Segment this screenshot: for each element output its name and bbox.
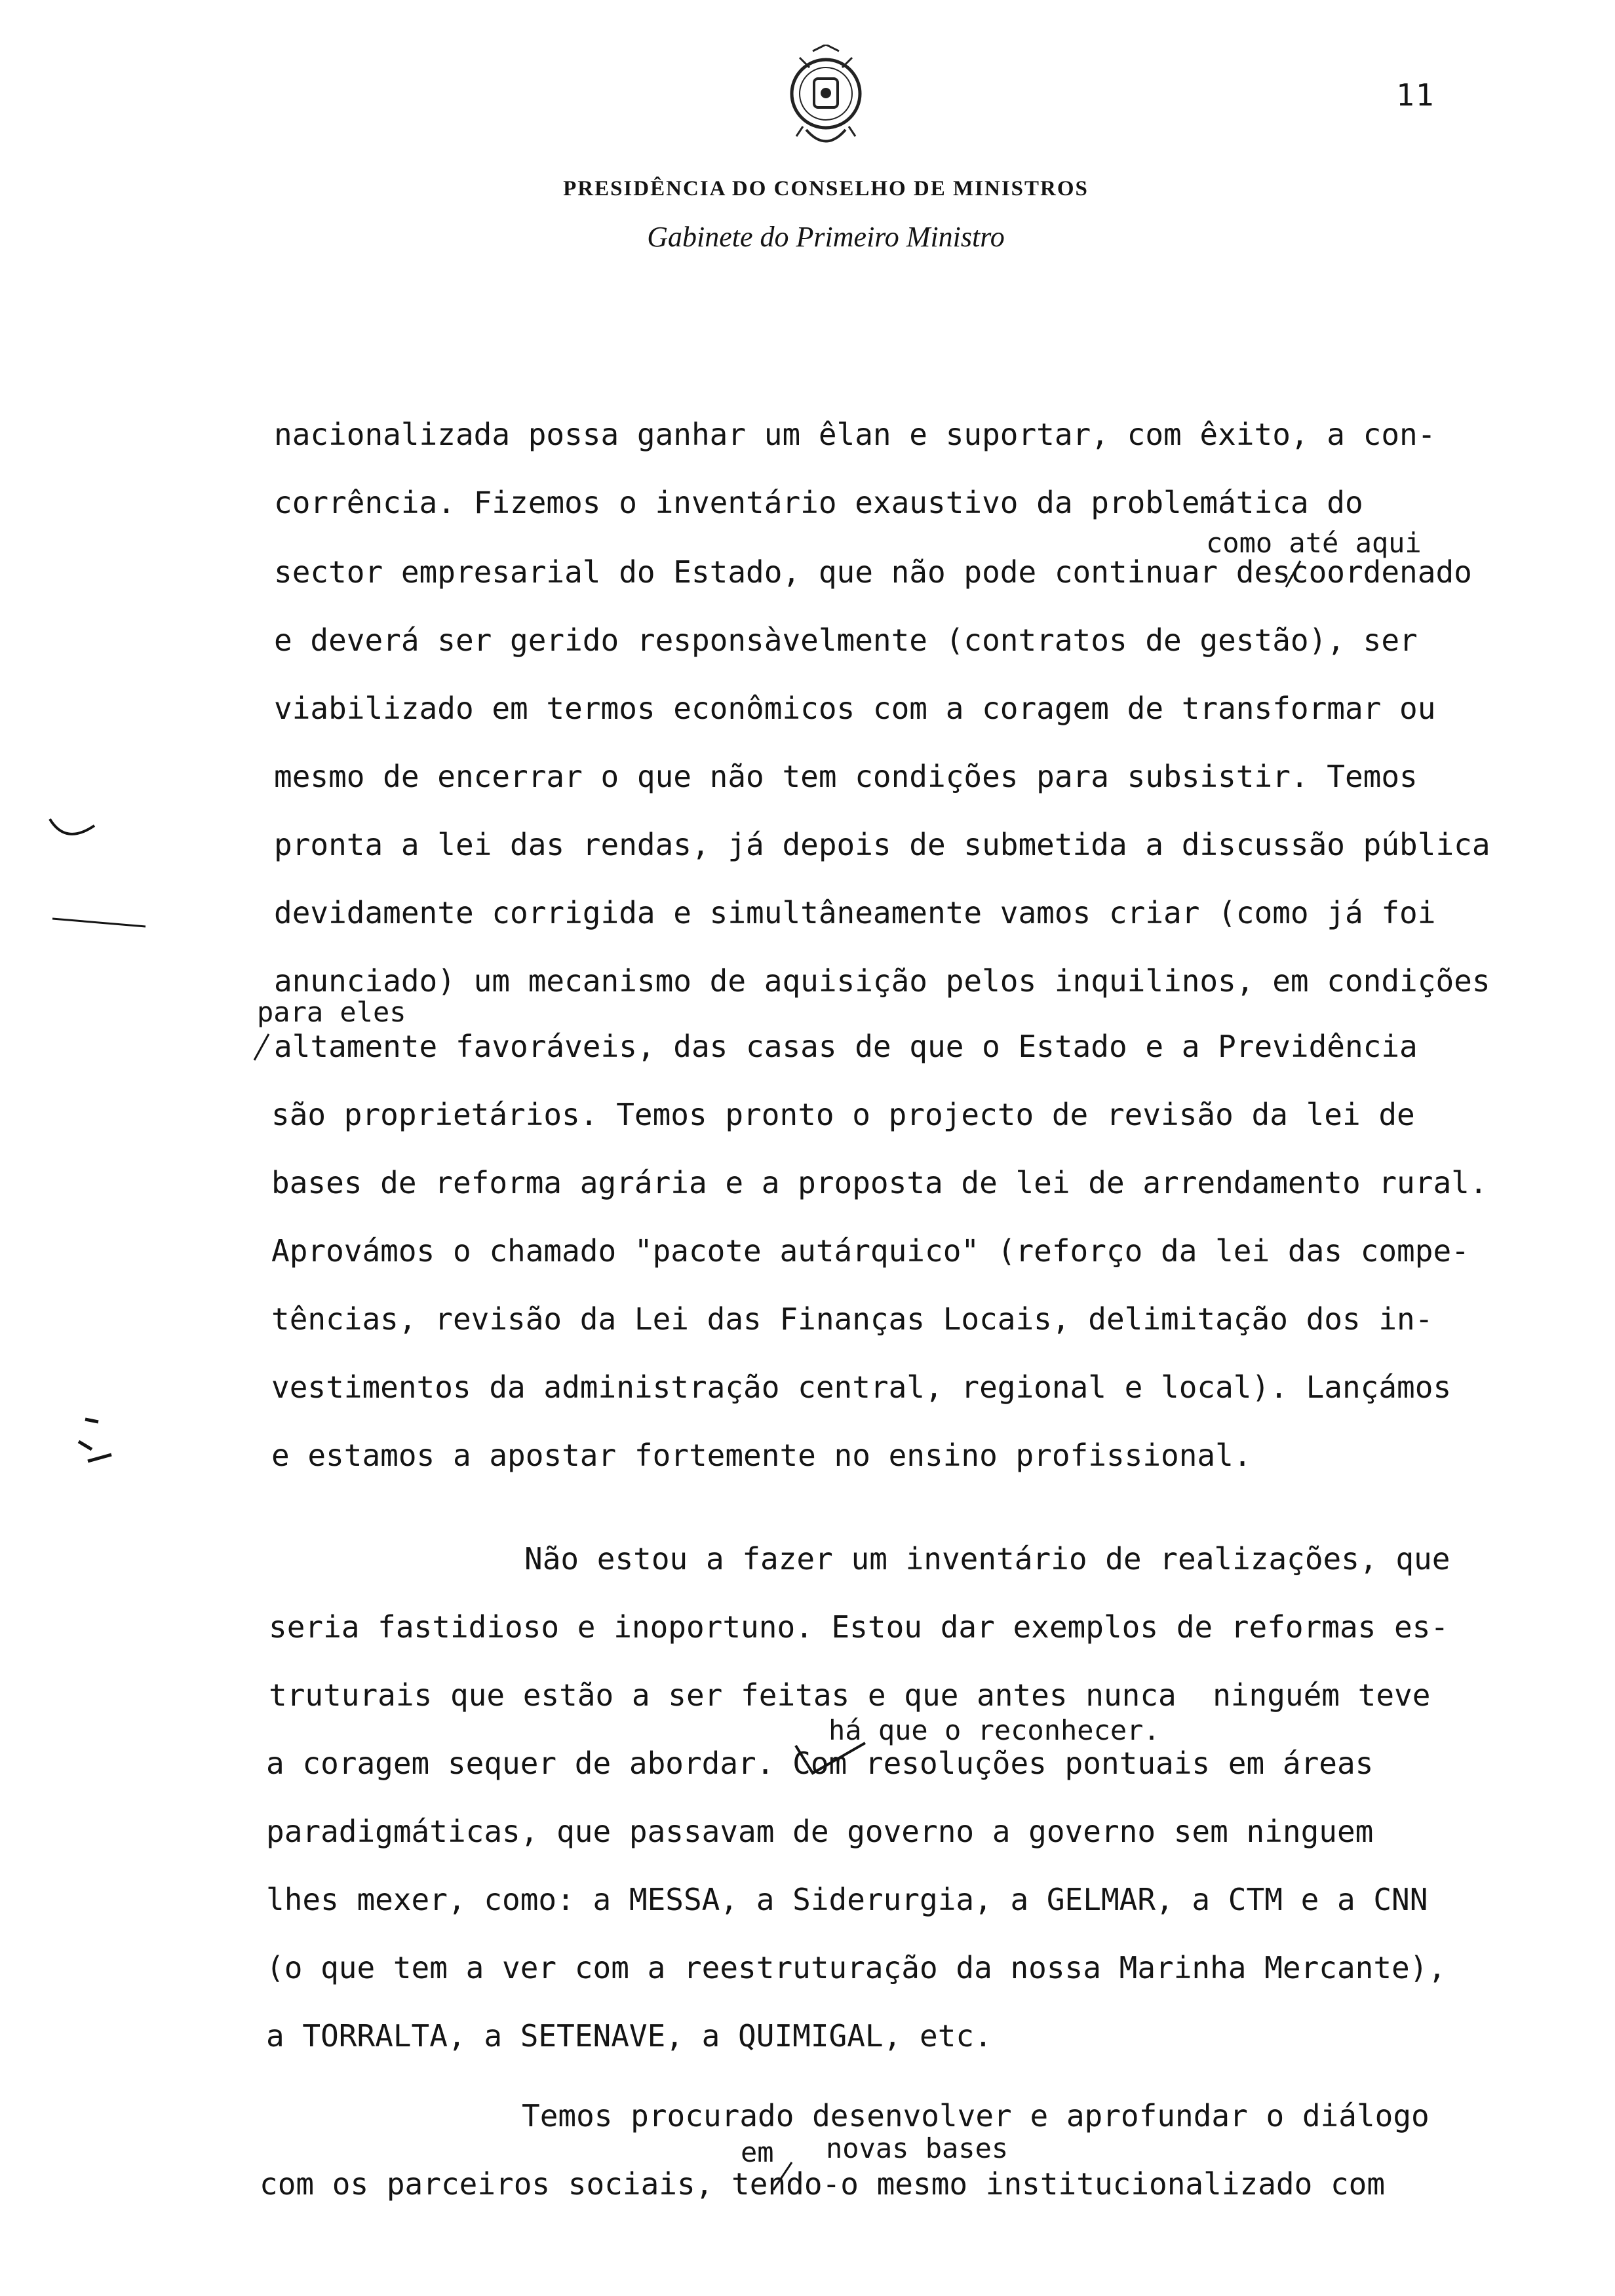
body-line: a TORRALTA, a SETENAVE, a QUIMIGAL, etc. xyxy=(266,2018,992,2054)
body-line: devidamente corrigida e simultâneamente vamos criar (como já foi xyxy=(274,895,1436,930)
insertion-annotation: novas bases xyxy=(826,2132,1009,2164)
body-line: com os parceiros sociais, tendo-o mesmo institucionalizado com xyxy=(260,2166,1386,2202)
body-line: Aprovámos o chamado "pacote autárquico" (reforço da lei das compe- xyxy=(271,1233,1469,1269)
body-line: paradigmáticas, que passavam de governo a governo sem ninguem xyxy=(266,1814,1374,1849)
body-line: seria fastidioso e inoportuno. Estou dar exemplos de reformas es- xyxy=(269,1609,1449,1645)
body-line: vestimentos da administração central, regional e local). Lançámos xyxy=(271,1369,1452,1405)
body-line: tências, revisão da Lei das Finanças Locais, delimitação dos in- xyxy=(271,1301,1433,1337)
insertion-caret-icon xyxy=(252,1031,271,1064)
body-line: Não estou a fazer um inventário de realizações, que xyxy=(524,1541,1450,1577)
coat-of-arms-seal-icon xyxy=(773,45,878,163)
body-line: lhes mexer, como: a MESSA, a Siderurgia, a GELMAR, a CTM e a CNN xyxy=(266,1882,1428,1917)
insertion-annotation: para eles xyxy=(257,996,406,1028)
body-line: nacionalizada possa ganhar um êlan e suportar, com êxito, a con- xyxy=(274,417,1436,452)
body-line: sector empresarial do Estado, que não pode continuar descoordenado xyxy=(274,554,1472,590)
body-line: (o que tem a ver com a reestruturação da nossa Marinha Mercante), xyxy=(266,1950,1447,1985)
insertion-caret-icon xyxy=(793,1739,872,1778)
body-line: mesmo de encerrar o que não tem condições para subsistir. Temos xyxy=(274,759,1418,794)
letterhead-office: Gabinete do Primeiro Ministro xyxy=(647,221,1005,253)
body-line: corrência. Fizemos o inventário exaustivo da problemática do xyxy=(274,485,1363,520)
insertion-caret-icon xyxy=(1283,558,1303,591)
insertion-annotation: há que o reconhecer. xyxy=(828,1714,1160,1746)
margin-pen-mark-icon xyxy=(46,813,98,852)
margin-pen-mark-icon xyxy=(72,1415,118,1481)
body-line: viabilizado em termos econômicos com a coragem de transformar ou xyxy=(274,691,1436,726)
insertion-caret-icon xyxy=(771,2160,794,2194)
body-line: anunciado) um mecanismo de aquisição pelos inquilinos, em condições xyxy=(274,963,1490,999)
insertion-annotation: em xyxy=(741,2136,774,2168)
body-line: truturais que estão a ser feitas e que antes nunca ninguém teve xyxy=(269,1677,1431,1713)
page-number: 11 xyxy=(1396,77,1435,113)
body-line: e estamos a apostar fortemente no ensino profissional. xyxy=(271,1438,1252,1473)
body-line: são proprietários. Temos pronto o projecto de revisão da lei de xyxy=(271,1097,1415,1132)
body-line: Temos procurado desenvolver e aprofundar o diálogo xyxy=(522,2098,1430,2133)
margin-pen-mark-icon xyxy=(50,912,148,932)
body-line: bases de reforma agrária e a proposta de lei de arrendamento rural. xyxy=(271,1165,1488,1200)
body-line: pronta a lei das rendas, já depois de submetida a discussão pública xyxy=(274,827,1490,862)
letterhead-institution: PRESIDÊNCIA DO CONSELHO DE MINISTROS xyxy=(563,177,1089,201)
body-line: a coragem sequer de abordar. Com resoluções pontuais em áreas xyxy=(266,1746,1374,1781)
body-line: altamente favoráveis, das casas de que o Estado e a Previdência xyxy=(274,1029,1418,1064)
insertion-annotation: como até aqui xyxy=(1206,527,1422,559)
body-line: e deverá ser gerido responsàvelmente (contratos de gestão), ser xyxy=(274,622,1418,658)
